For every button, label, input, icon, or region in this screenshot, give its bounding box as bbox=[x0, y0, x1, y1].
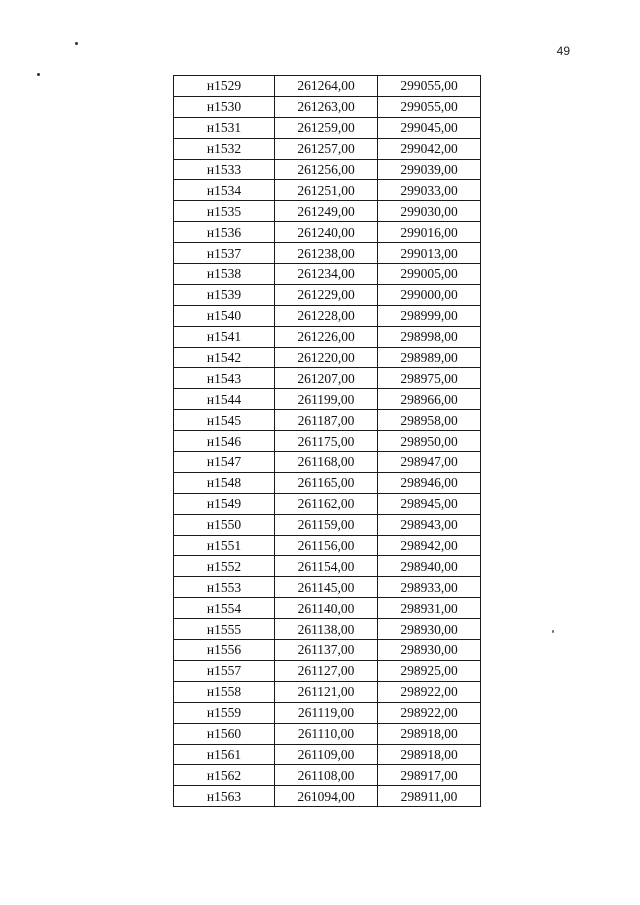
x-coordinate-cell: 261249,00 bbox=[275, 201, 378, 222]
table-row bbox=[174, 577, 481, 598]
point-id-cell: н1560 bbox=[174, 723, 275, 744]
point-id-cell: н1543 bbox=[174, 368, 275, 389]
table-row bbox=[174, 514, 481, 535]
y-coordinate-cell: 299042,00 bbox=[378, 138, 481, 159]
y-coordinate-cell: 298940,00 bbox=[378, 556, 481, 577]
point-id-cell: н1533 bbox=[174, 159, 275, 180]
table-row bbox=[174, 284, 481, 305]
x-coordinate-cell: 261140,00 bbox=[275, 598, 378, 619]
table-row bbox=[174, 598, 481, 619]
table-row bbox=[174, 117, 481, 138]
y-coordinate-cell: 298933,00 bbox=[378, 577, 481, 598]
point-id-cell: н1541 bbox=[174, 326, 275, 347]
x-coordinate-cell: 261259,00 bbox=[275, 117, 378, 138]
x-coordinate-cell: 261168,00 bbox=[275, 452, 378, 473]
x-coordinate-cell: 261251,00 bbox=[275, 180, 378, 201]
table-row bbox=[174, 180, 481, 201]
y-coordinate-cell: 298950,00 bbox=[378, 431, 481, 452]
x-coordinate-cell: 261257,00 bbox=[275, 138, 378, 159]
y-coordinate-cell: 298989,00 bbox=[378, 347, 481, 368]
point-id-cell: н1542 bbox=[174, 347, 275, 368]
point-id-cell: н1535 bbox=[174, 201, 275, 222]
point-id-cell: н1537 bbox=[174, 243, 275, 264]
point-id-cell: н1561 bbox=[174, 744, 275, 765]
y-coordinate-cell: 299039,00 bbox=[378, 159, 481, 180]
point-id-cell: н1544 bbox=[174, 389, 275, 410]
scan-speck bbox=[37, 73, 40, 76]
table-row bbox=[174, 389, 481, 410]
x-coordinate-cell: 261263,00 bbox=[275, 96, 378, 117]
x-coordinate-cell: 261137,00 bbox=[275, 640, 378, 661]
x-coordinate-cell: 261165,00 bbox=[275, 472, 378, 493]
x-coordinate-cell: 261127,00 bbox=[275, 660, 378, 681]
x-coordinate-cell: 261256,00 bbox=[275, 159, 378, 180]
table-row bbox=[174, 681, 481, 702]
table-row bbox=[174, 640, 481, 661]
x-coordinate-cell: 261154,00 bbox=[275, 556, 378, 577]
y-coordinate-cell: 299005,00 bbox=[378, 264, 481, 285]
y-coordinate-cell: 298975,00 bbox=[378, 368, 481, 389]
table-row bbox=[174, 556, 481, 577]
y-coordinate-cell: 298946,00 bbox=[378, 472, 481, 493]
point-id-cell: н1552 bbox=[174, 556, 275, 577]
x-coordinate-cell: 261121,00 bbox=[275, 681, 378, 702]
x-coordinate-cell: 261119,00 bbox=[275, 702, 378, 723]
point-id-cell: н1547 bbox=[174, 452, 275, 473]
x-coordinate-cell: 261228,00 bbox=[275, 305, 378, 326]
x-coordinate-cell: 261156,00 bbox=[275, 535, 378, 556]
table-row bbox=[174, 159, 481, 180]
x-coordinate-cell: 261220,00 bbox=[275, 347, 378, 368]
y-coordinate-cell: 298943,00 bbox=[378, 514, 481, 535]
y-coordinate-cell: 299045,00 bbox=[378, 117, 481, 138]
y-coordinate-cell: 298958,00 bbox=[378, 410, 481, 431]
point-id-cell: н1559 bbox=[174, 702, 275, 723]
x-coordinate-cell: 261159,00 bbox=[275, 514, 378, 535]
point-id-cell: н1563 bbox=[174, 786, 275, 807]
point-id-cell: н1550 bbox=[174, 514, 275, 535]
x-coordinate-cell: 261199,00 bbox=[275, 389, 378, 410]
table-row bbox=[174, 138, 481, 159]
table-row bbox=[174, 765, 481, 786]
point-id-cell: н1539 bbox=[174, 284, 275, 305]
scan-speck bbox=[552, 630, 554, 633]
y-coordinate-cell: 298918,00 bbox=[378, 723, 481, 744]
y-coordinate-cell: 298931,00 bbox=[378, 598, 481, 619]
table-row bbox=[174, 264, 481, 285]
table-row bbox=[174, 431, 481, 452]
table-row bbox=[174, 723, 481, 744]
table-row bbox=[174, 96, 481, 117]
point-id-cell: н1549 bbox=[174, 493, 275, 514]
x-coordinate-cell: 261108,00 bbox=[275, 765, 378, 786]
point-id-cell: н1534 bbox=[174, 180, 275, 201]
coordinates-table bbox=[173, 75, 481, 807]
point-id-cell: н1557 bbox=[174, 660, 275, 681]
x-coordinate-cell: 261240,00 bbox=[275, 222, 378, 243]
y-coordinate-cell: 298947,00 bbox=[378, 452, 481, 473]
x-coordinate-cell: 261109,00 bbox=[275, 744, 378, 765]
table-row bbox=[174, 326, 481, 347]
table-row bbox=[174, 452, 481, 473]
y-coordinate-cell: 298922,00 bbox=[378, 702, 481, 723]
x-coordinate-cell: 261110,00 bbox=[275, 723, 378, 744]
y-coordinate-cell: 298911,00 bbox=[378, 786, 481, 807]
y-coordinate-cell: 299030,00 bbox=[378, 201, 481, 222]
point-id-cell: н1553 bbox=[174, 577, 275, 598]
x-coordinate-cell: 261138,00 bbox=[275, 619, 378, 640]
x-coordinate-cell: 261175,00 bbox=[275, 431, 378, 452]
table-row bbox=[174, 472, 481, 493]
y-coordinate-cell: 299016,00 bbox=[378, 222, 481, 243]
y-coordinate-cell: 298925,00 bbox=[378, 660, 481, 681]
x-coordinate-cell: 261187,00 bbox=[275, 410, 378, 431]
x-coordinate-cell: 261238,00 bbox=[275, 243, 378, 264]
x-coordinate-cell: 261162,00 bbox=[275, 493, 378, 514]
point-id-cell: н1545 bbox=[174, 410, 275, 431]
y-coordinate-cell: 298918,00 bbox=[378, 744, 481, 765]
table-row bbox=[174, 222, 481, 243]
y-coordinate-cell: 298998,00 bbox=[378, 326, 481, 347]
point-id-cell: н1562 bbox=[174, 765, 275, 786]
point-id-cell: н1558 bbox=[174, 681, 275, 702]
y-coordinate-cell: 299033,00 bbox=[378, 180, 481, 201]
point-id-cell: н1540 bbox=[174, 305, 275, 326]
point-id-cell: н1551 bbox=[174, 535, 275, 556]
x-coordinate-cell: 261207,00 bbox=[275, 368, 378, 389]
table-row bbox=[174, 535, 481, 556]
table-row bbox=[174, 702, 481, 723]
scan-speck bbox=[75, 42, 78, 45]
table-row bbox=[174, 660, 481, 681]
x-coordinate-cell: 261145,00 bbox=[275, 577, 378, 598]
point-id-cell: н1556 bbox=[174, 640, 275, 661]
point-id-cell: н1538 bbox=[174, 264, 275, 285]
y-coordinate-cell: 298917,00 bbox=[378, 765, 481, 786]
point-id-cell: н1546 bbox=[174, 431, 275, 452]
table-row bbox=[174, 619, 481, 640]
x-coordinate-cell: 261234,00 bbox=[275, 264, 378, 285]
y-coordinate-cell: 298945,00 bbox=[378, 493, 481, 514]
y-coordinate-cell: 298999,00 bbox=[378, 305, 481, 326]
point-id-cell: н1529 bbox=[174, 76, 275, 97]
y-coordinate-cell: 298930,00 bbox=[378, 619, 481, 640]
y-coordinate-cell: 298966,00 bbox=[378, 389, 481, 410]
y-coordinate-cell: 299055,00 bbox=[378, 76, 481, 97]
x-coordinate-cell: 261094,00 bbox=[275, 786, 378, 807]
x-coordinate-cell: 261226,00 bbox=[275, 326, 378, 347]
y-coordinate-cell: 298930,00 bbox=[378, 640, 481, 661]
table-row bbox=[174, 786, 481, 807]
table-row bbox=[174, 76, 481, 97]
table-row bbox=[174, 347, 481, 368]
page-number: 49 bbox=[556, 44, 570, 58]
point-id-cell: н1554 bbox=[174, 598, 275, 619]
y-coordinate-cell: 298942,00 bbox=[378, 535, 481, 556]
point-id-cell: н1548 bbox=[174, 472, 275, 493]
table-row bbox=[174, 305, 481, 326]
table-row bbox=[174, 744, 481, 765]
y-coordinate-cell: 299055,00 bbox=[378, 96, 481, 117]
table-row bbox=[174, 410, 481, 431]
point-id-cell: н1555 bbox=[174, 619, 275, 640]
coordinates-table-body bbox=[174, 76, 481, 807]
x-coordinate-cell: 261264,00 bbox=[275, 76, 378, 97]
table-row bbox=[174, 368, 481, 389]
y-coordinate-cell: 298922,00 bbox=[378, 681, 481, 702]
y-coordinate-cell: 299013,00 bbox=[378, 243, 481, 264]
point-id-cell: н1531 bbox=[174, 117, 275, 138]
point-id-cell: н1536 bbox=[174, 222, 275, 243]
point-id-cell: н1532 bbox=[174, 138, 275, 159]
table-row bbox=[174, 493, 481, 514]
point-id-cell: н1530 bbox=[174, 96, 275, 117]
y-coordinate-cell: 299000,00 bbox=[378, 284, 481, 305]
table-row bbox=[174, 201, 481, 222]
table-row bbox=[174, 243, 481, 264]
x-coordinate-cell: 261229,00 bbox=[275, 284, 378, 305]
